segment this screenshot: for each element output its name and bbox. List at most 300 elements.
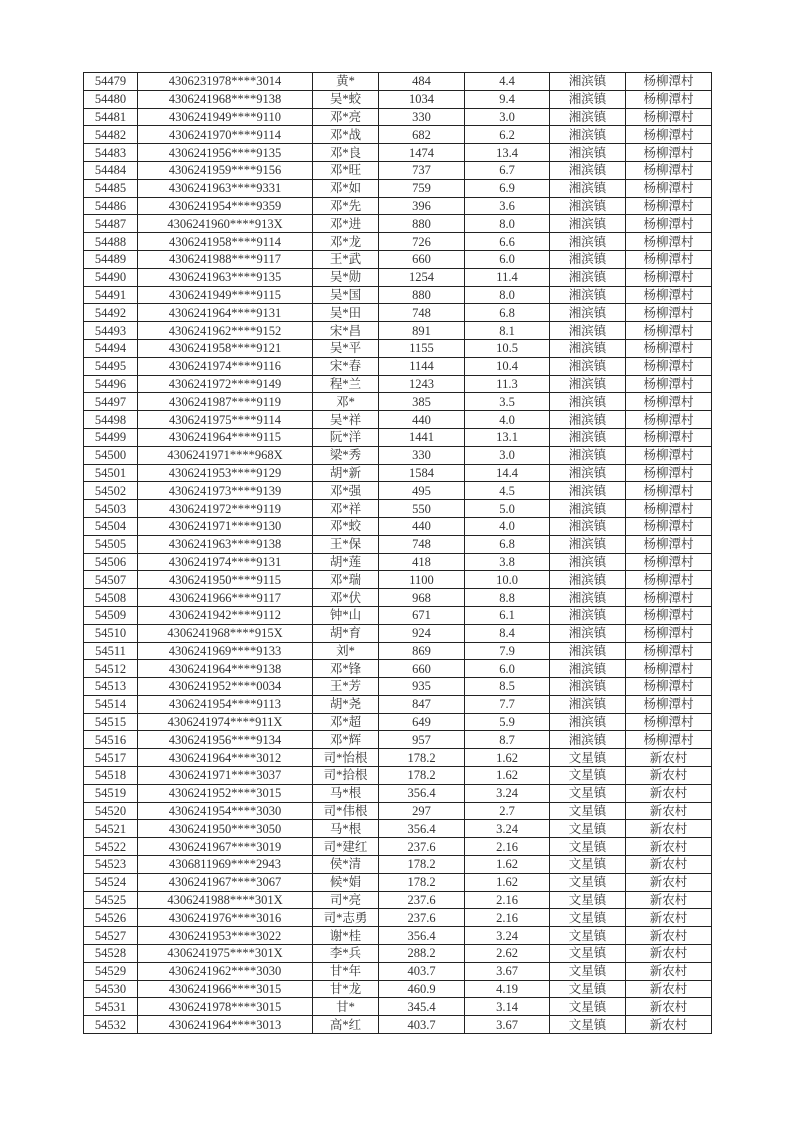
area-cell: 178.2 <box>379 856 465 874</box>
village-cell: 杨柳潭村 <box>626 339 712 357</box>
name-cell: 司*拾根 <box>313 767 379 785</box>
name-cell: 宋*春 <box>313 357 379 375</box>
serial-number-cell: 54509 <box>84 606 138 624</box>
area-cell: 869 <box>379 642 465 660</box>
village-cell: 新农村 <box>626 891 712 909</box>
village-cell: 杨柳潭村 <box>626 179 712 197</box>
name-cell: 李*兵 <box>313 945 379 963</box>
serial-number-cell: 54532 <box>84 1016 138 1034</box>
id-number-cell: 4306241963****9331 <box>138 179 313 197</box>
area-cell: 847 <box>379 695 465 713</box>
town-cell: 文星镇 <box>550 767 626 785</box>
serial-number-cell: 54515 <box>84 713 138 731</box>
table-row <box>84 428 712 446</box>
village-cell: 杨柳潭村 <box>626 161 712 179</box>
name-cell: 邓*伏 <box>313 589 379 607</box>
village-cell: 杨柳潭村 <box>626 713 712 731</box>
village-cell: 新农村 <box>626 802 712 820</box>
village-cell: 杨柳潭村 <box>626 571 712 589</box>
serial-number-cell: 54507 <box>84 571 138 589</box>
serial-number-cell: 54530 <box>84 980 138 998</box>
serial-number-cell: 54519 <box>84 784 138 802</box>
table-row <box>84 179 712 197</box>
amount-cell: 6.1 <box>465 606 550 624</box>
amount-cell: 2.16 <box>465 838 550 856</box>
name-cell: 黄* <box>313 73 379 91</box>
amount-cell: 3.0 <box>465 108 550 126</box>
table-row <box>84 108 712 126</box>
serial-number-cell: 54521 <box>84 820 138 838</box>
village-cell: 杨柳潭村 <box>626 108 712 126</box>
village-cell: 杨柳潭村 <box>626 250 712 268</box>
area-cell: 330 <box>379 446 465 464</box>
amount-cell: 4.0 <box>465 517 550 535</box>
area-cell: 345.4 <box>379 998 465 1016</box>
id-number-cell: 4306241969****9133 <box>138 642 313 660</box>
town-cell: 湘滨镇 <box>550 642 626 660</box>
area-cell: 495 <box>379 482 465 500</box>
id-number-cell: 4306241950****3050 <box>138 820 313 838</box>
name-cell: 王*武 <box>313 250 379 268</box>
name-cell: 吴*勋 <box>313 268 379 286</box>
name-cell: 胡*育 <box>313 624 379 642</box>
amount-cell: 11.4 <box>465 268 550 286</box>
id-number-cell: 4306241962****9152 <box>138 322 313 340</box>
table-row <box>84 767 712 785</box>
serial-number-cell: 54506 <box>84 553 138 571</box>
name-cell: 甘*年 <box>313 962 379 980</box>
id-number-cell: 4306241968****915X <box>138 624 313 642</box>
serial-number-cell: 54502 <box>84 482 138 500</box>
amount-cell: 13.4 <box>465 144 550 162</box>
table-row <box>84 233 712 251</box>
name-cell: 甘* <box>313 998 379 1016</box>
area-cell: 671 <box>379 606 465 624</box>
serial-number-cell: 54526 <box>84 909 138 927</box>
id-number-cell: 4306241974****9131 <box>138 553 313 571</box>
name-cell: 邓*蛟 <box>313 517 379 535</box>
table-row <box>84 268 712 286</box>
amount-cell: 8.7 <box>465 731 550 749</box>
serial-number-cell: 54520 <box>84 802 138 820</box>
village-cell: 新农村 <box>626 980 712 998</box>
serial-number-cell: 54497 <box>84 393 138 411</box>
table-row <box>84 856 712 874</box>
village-cell: 杨柳潭村 <box>626 286 712 304</box>
id-number-cell: 4306241960****913X <box>138 215 313 233</box>
town-cell: 湘滨镇 <box>550 197 626 215</box>
table-row <box>84 411 712 429</box>
village-cell: 新农村 <box>626 784 712 802</box>
village-cell: 杨柳潭村 <box>626 357 712 375</box>
amount-cell: 4.5 <box>465 482 550 500</box>
id-number-cell: 4306241959****9156 <box>138 161 313 179</box>
serial-number-cell: 54491 <box>84 286 138 304</box>
table-row <box>84 589 712 607</box>
area-cell: 237.6 <box>379 909 465 927</box>
serial-number-cell: 54483 <box>84 144 138 162</box>
id-number-cell: 4306241975****9114 <box>138 411 313 429</box>
table-row <box>84 606 712 624</box>
village-cell: 杨柳潭村 <box>626 73 712 91</box>
table-row <box>84 197 712 215</box>
id-number-cell: 4306241972****9119 <box>138 500 313 518</box>
id-number-cell: 4306241954****3030 <box>138 802 313 820</box>
amount-cell: 6.8 <box>465 535 550 553</box>
area-cell: 460.9 <box>379 980 465 998</box>
serial-number-cell: 54484 <box>84 161 138 179</box>
table-row <box>84 802 712 820</box>
town-cell: 文星镇 <box>550 873 626 891</box>
table-row <box>84 286 712 304</box>
amount-cell: 3.24 <box>465 927 550 945</box>
table-row <box>84 571 712 589</box>
name-cell: 吴*祥 <box>313 411 379 429</box>
village-cell: 新农村 <box>626 1016 712 1034</box>
name-cell: 候*娟 <box>313 873 379 891</box>
amount-cell: 13.1 <box>465 428 550 446</box>
table-row <box>84 535 712 553</box>
amount-cell: 2.16 <box>465 891 550 909</box>
serial-number-cell: 54531 <box>84 998 138 1016</box>
table-row <box>84 357 712 375</box>
town-cell: 湘滨镇 <box>550 731 626 749</box>
town-cell: 文星镇 <box>550 856 626 874</box>
table-row <box>84 891 712 909</box>
area-cell: 237.6 <box>379 838 465 856</box>
table-row <box>84 962 712 980</box>
village-cell: 杨柳潭村 <box>626 500 712 518</box>
amount-cell: 5.0 <box>465 500 550 518</box>
town-cell: 文星镇 <box>550 909 626 927</box>
area-cell: 288.2 <box>379 945 465 963</box>
town-cell: 文星镇 <box>550 1016 626 1034</box>
town-cell: 湘滨镇 <box>550 357 626 375</box>
serial-number-cell: 54524 <box>84 873 138 891</box>
amount-cell: 3.24 <box>465 820 550 838</box>
amount-cell: 6.8 <box>465 304 550 322</box>
town-cell: 文星镇 <box>550 784 626 802</box>
amount-cell: 6.2 <box>465 126 550 144</box>
serial-number-cell: 54528 <box>84 945 138 963</box>
village-cell: 杨柳潭村 <box>626 197 712 215</box>
serial-number-cell: 54499 <box>84 428 138 446</box>
name-cell: 胡*尧 <box>313 695 379 713</box>
village-cell: 杨柳潭村 <box>626 375 712 393</box>
area-cell: 484 <box>379 73 465 91</box>
name-cell: 邓*旺 <box>313 161 379 179</box>
name-cell: 邓*进 <box>313 215 379 233</box>
area-cell: 385 <box>379 393 465 411</box>
name-cell: 钟*山 <box>313 606 379 624</box>
town-cell: 文星镇 <box>550 749 626 767</box>
village-cell: 新农村 <box>626 749 712 767</box>
serial-number-cell: 54493 <box>84 322 138 340</box>
id-number-cell: 4306241988****301X <box>138 891 313 909</box>
id-number-cell: 4306241968****9138 <box>138 90 313 108</box>
name-cell: 邓*先 <box>313 197 379 215</box>
name-cell: 谢*桂 <box>313 927 379 945</box>
amount-cell: 4.19 <box>465 980 550 998</box>
name-cell: 程*兰 <box>313 375 379 393</box>
name-cell: 邓*良 <box>313 144 379 162</box>
id-number-cell: 4306241963****9138 <box>138 535 313 553</box>
amount-cell: 8.0 <box>465 286 550 304</box>
amount-cell: 10.4 <box>465 357 550 375</box>
town-cell: 湘滨镇 <box>550 464 626 482</box>
id-number-cell: 4306241970****9114 <box>138 126 313 144</box>
amount-cell: 3.24 <box>465 784 550 802</box>
id-number-cell: 4306241954****9359 <box>138 197 313 215</box>
table-row <box>84 749 712 767</box>
area-cell: 330 <box>379 108 465 126</box>
name-cell: 王*保 <box>313 535 379 553</box>
town-cell: 湘滨镇 <box>550 339 626 357</box>
name-cell: 高*红 <box>313 1016 379 1034</box>
town-cell: 湘滨镇 <box>550 606 626 624</box>
id-number-cell: 4306241987****9119 <box>138 393 313 411</box>
name-cell: 司*怡根 <box>313 749 379 767</box>
id-number-cell: 4306241954****9113 <box>138 695 313 713</box>
id-number-cell: 4306241971****968X <box>138 446 313 464</box>
town-cell: 文星镇 <box>550 998 626 1016</box>
amount-cell: 9.4 <box>465 90 550 108</box>
table-row <box>84 695 712 713</box>
serial-number-cell: 54504 <box>84 517 138 535</box>
name-cell: 邓*强 <box>313 482 379 500</box>
area-cell: 297 <box>379 802 465 820</box>
town-cell: 湘滨镇 <box>550 535 626 553</box>
serial-number-cell: 54496 <box>84 375 138 393</box>
village-cell: 杨柳潭村 <box>626 144 712 162</box>
id-number-cell: 4306241964****9138 <box>138 660 313 678</box>
table-row <box>84 820 712 838</box>
area-cell: 880 <box>379 286 465 304</box>
amount-cell: 1.62 <box>465 749 550 767</box>
table-row <box>84 393 712 411</box>
id-number-cell: 4306241967****3019 <box>138 838 313 856</box>
village-cell: 杨柳潭村 <box>626 695 712 713</box>
id-number-cell: 4306241952****3015 <box>138 784 313 802</box>
village-cell: 杨柳潭村 <box>626 731 712 749</box>
table-row <box>84 322 712 340</box>
table-row <box>84 250 712 268</box>
amount-cell: 6.0 <box>465 250 550 268</box>
name-cell: 刘* <box>313 642 379 660</box>
village-cell: 杨柳潭村 <box>626 393 712 411</box>
area-cell: 1254 <box>379 268 465 286</box>
table-row <box>84 304 712 322</box>
name-cell: 司*伟根 <box>313 802 379 820</box>
table-row <box>84 339 712 357</box>
village-cell: 杨柳潭村 <box>626 90 712 108</box>
serial-number-cell: 54503 <box>84 500 138 518</box>
area-cell: 403.7 <box>379 1016 465 1034</box>
village-cell: 杨柳潭村 <box>626 411 712 429</box>
name-cell: 胡*新 <box>313 464 379 482</box>
id-number-cell: 4306241971****9130 <box>138 517 313 535</box>
area-cell: 1034 <box>379 90 465 108</box>
area-cell: 1155 <box>379 339 465 357</box>
village-cell: 杨柳潭村 <box>626 233 712 251</box>
town-cell: 湘滨镇 <box>550 500 626 518</box>
id-number-cell: 4306241953****3022 <box>138 927 313 945</box>
town-cell: 湘滨镇 <box>550 553 626 571</box>
serial-number-cell: 54510 <box>84 624 138 642</box>
table-row <box>84 517 712 535</box>
amount-cell: 3.5 <box>465 393 550 411</box>
village-cell: 杨柳潭村 <box>626 553 712 571</box>
town-cell: 湘滨镇 <box>550 375 626 393</box>
name-cell: 邓*祥 <box>313 500 379 518</box>
name-cell: 吴*平 <box>313 339 379 357</box>
area-cell: 178.2 <box>379 873 465 891</box>
serial-number-cell: 54514 <box>84 695 138 713</box>
serial-number-cell: 54487 <box>84 215 138 233</box>
id-number-cell: 4306811969****2943 <box>138 856 313 874</box>
name-cell: 邓*辉 <box>313 731 379 749</box>
amount-cell: 3.14 <box>465 998 550 1016</box>
town-cell: 文星镇 <box>550 962 626 980</box>
amount-cell: 3.6 <box>465 197 550 215</box>
area-cell: 682 <box>379 126 465 144</box>
amount-cell: 6.9 <box>465 179 550 197</box>
village-cell: 杨柳潭村 <box>626 660 712 678</box>
town-cell: 湘滨镇 <box>550 695 626 713</box>
area-cell: 880 <box>379 215 465 233</box>
serial-number-cell: 54518 <box>84 767 138 785</box>
village-cell: 杨柳潭村 <box>626 517 712 535</box>
id-number-cell: 4306241964****9115 <box>138 428 313 446</box>
name-cell: 邓*超 <box>313 713 379 731</box>
village-cell: 新农村 <box>626 838 712 856</box>
amount-cell: 8.8 <box>465 589 550 607</box>
serial-number-cell: 54480 <box>84 90 138 108</box>
serial-number-cell: 54522 <box>84 838 138 856</box>
serial-number-cell: 54489 <box>84 250 138 268</box>
serial-number-cell: 54479 <box>84 73 138 91</box>
name-cell: 邓*战 <box>313 126 379 144</box>
name-cell: 司*亮 <box>313 891 379 909</box>
amount-cell: 8.0 <box>465 215 550 233</box>
id-number-cell: 4306241958****9121 <box>138 339 313 357</box>
village-cell: 杨柳潭村 <box>626 624 712 642</box>
id-number-cell: 4306241974****911X <box>138 713 313 731</box>
area-cell: 891 <box>379 322 465 340</box>
id-number-cell: 4306241971****3037 <box>138 767 313 785</box>
serial-number-cell: 54485 <box>84 179 138 197</box>
serial-number-cell: 54482 <box>84 126 138 144</box>
town-cell: 湘滨镇 <box>550 393 626 411</box>
id-number-cell: 4306241949****9110 <box>138 108 313 126</box>
area-cell: 935 <box>379 678 465 696</box>
table-row <box>84 126 712 144</box>
village-cell: 杨柳潭村 <box>626 606 712 624</box>
table-row <box>84 838 712 856</box>
table-row <box>84 73 712 91</box>
town-cell: 湘滨镇 <box>550 179 626 197</box>
id-number-cell: 4306241952****0034 <box>138 678 313 696</box>
id-number-cell: 4306241949****9115 <box>138 286 313 304</box>
records-table <box>83 72 712 1034</box>
area-cell: 403.7 <box>379 962 465 980</box>
table-row <box>84 873 712 891</box>
serial-number-cell: 54500 <box>84 446 138 464</box>
amount-cell: 2.62 <box>465 945 550 963</box>
table-row <box>84 909 712 927</box>
amount-cell: 2.7 <box>465 802 550 820</box>
amount-cell: 8.5 <box>465 678 550 696</box>
serial-number-cell: 54488 <box>84 233 138 251</box>
id-number-cell: 4306241942****9112 <box>138 606 313 624</box>
serial-number-cell: 54512 <box>84 660 138 678</box>
id-number-cell: 4306241962****3030 <box>138 962 313 980</box>
serial-number-cell: 54523 <box>84 856 138 874</box>
serial-number-cell: 54505 <box>84 535 138 553</box>
village-cell: 杨柳潭村 <box>626 446 712 464</box>
amount-cell: 8.1 <box>465 322 550 340</box>
area-cell: 178.2 <box>379 767 465 785</box>
name-cell: 宋*昌 <box>313 322 379 340</box>
amount-cell: 7.7 <box>465 695 550 713</box>
area-cell: 660 <box>379 250 465 268</box>
town-cell: 湘滨镇 <box>550 571 626 589</box>
table-row <box>84 660 712 678</box>
town-cell: 湘滨镇 <box>550 215 626 233</box>
town-cell: 湘滨镇 <box>550 250 626 268</box>
name-cell: 吴*蛟 <box>313 90 379 108</box>
serial-number-cell: 54517 <box>84 749 138 767</box>
amount-cell: 10.5 <box>465 339 550 357</box>
amount-cell: 7.9 <box>465 642 550 660</box>
serial-number-cell: 54511 <box>84 642 138 660</box>
village-cell: 新农村 <box>626 998 712 1016</box>
village-cell: 杨柳潭村 <box>626 126 712 144</box>
table-row <box>84 731 712 749</box>
area-cell: 178.2 <box>379 749 465 767</box>
serial-number-cell: 54501 <box>84 464 138 482</box>
area-cell: 237.6 <box>379 891 465 909</box>
table-row <box>84 980 712 998</box>
area-cell: 726 <box>379 233 465 251</box>
id-number-cell: 4306241966****3015 <box>138 980 313 998</box>
name-cell: 阮*洋 <box>313 428 379 446</box>
serial-number-cell: 54527 <box>84 927 138 945</box>
id-number-cell: 4306241950****9115 <box>138 571 313 589</box>
name-cell: 马*根 <box>313 820 379 838</box>
name-cell: 吴*田 <box>313 304 379 322</box>
town-cell: 湘滨镇 <box>550 482 626 500</box>
town-cell: 湘滨镇 <box>550 322 626 340</box>
id-number-cell: 4306241958****9114 <box>138 233 313 251</box>
id-number-cell: 4306241988****9117 <box>138 250 313 268</box>
area-cell: 1243 <box>379 375 465 393</box>
table-row <box>84 375 712 393</box>
town-cell: 湘滨镇 <box>550 286 626 304</box>
village-cell: 新农村 <box>626 962 712 980</box>
name-cell: 吴*国 <box>313 286 379 304</box>
area-cell: 924 <box>379 624 465 642</box>
table-row <box>84 713 712 731</box>
amount-cell: 14.4 <box>465 464 550 482</box>
town-cell: 湘滨镇 <box>550 713 626 731</box>
id-number-cell: 4306241964****9131 <box>138 304 313 322</box>
serial-number-cell: 54492 <box>84 304 138 322</box>
village-cell: 杨柳潭村 <box>626 678 712 696</box>
amount-cell: 1.62 <box>465 856 550 874</box>
village-cell: 杨柳潭村 <box>626 268 712 286</box>
amount-cell: 3.67 <box>465 1016 550 1034</box>
